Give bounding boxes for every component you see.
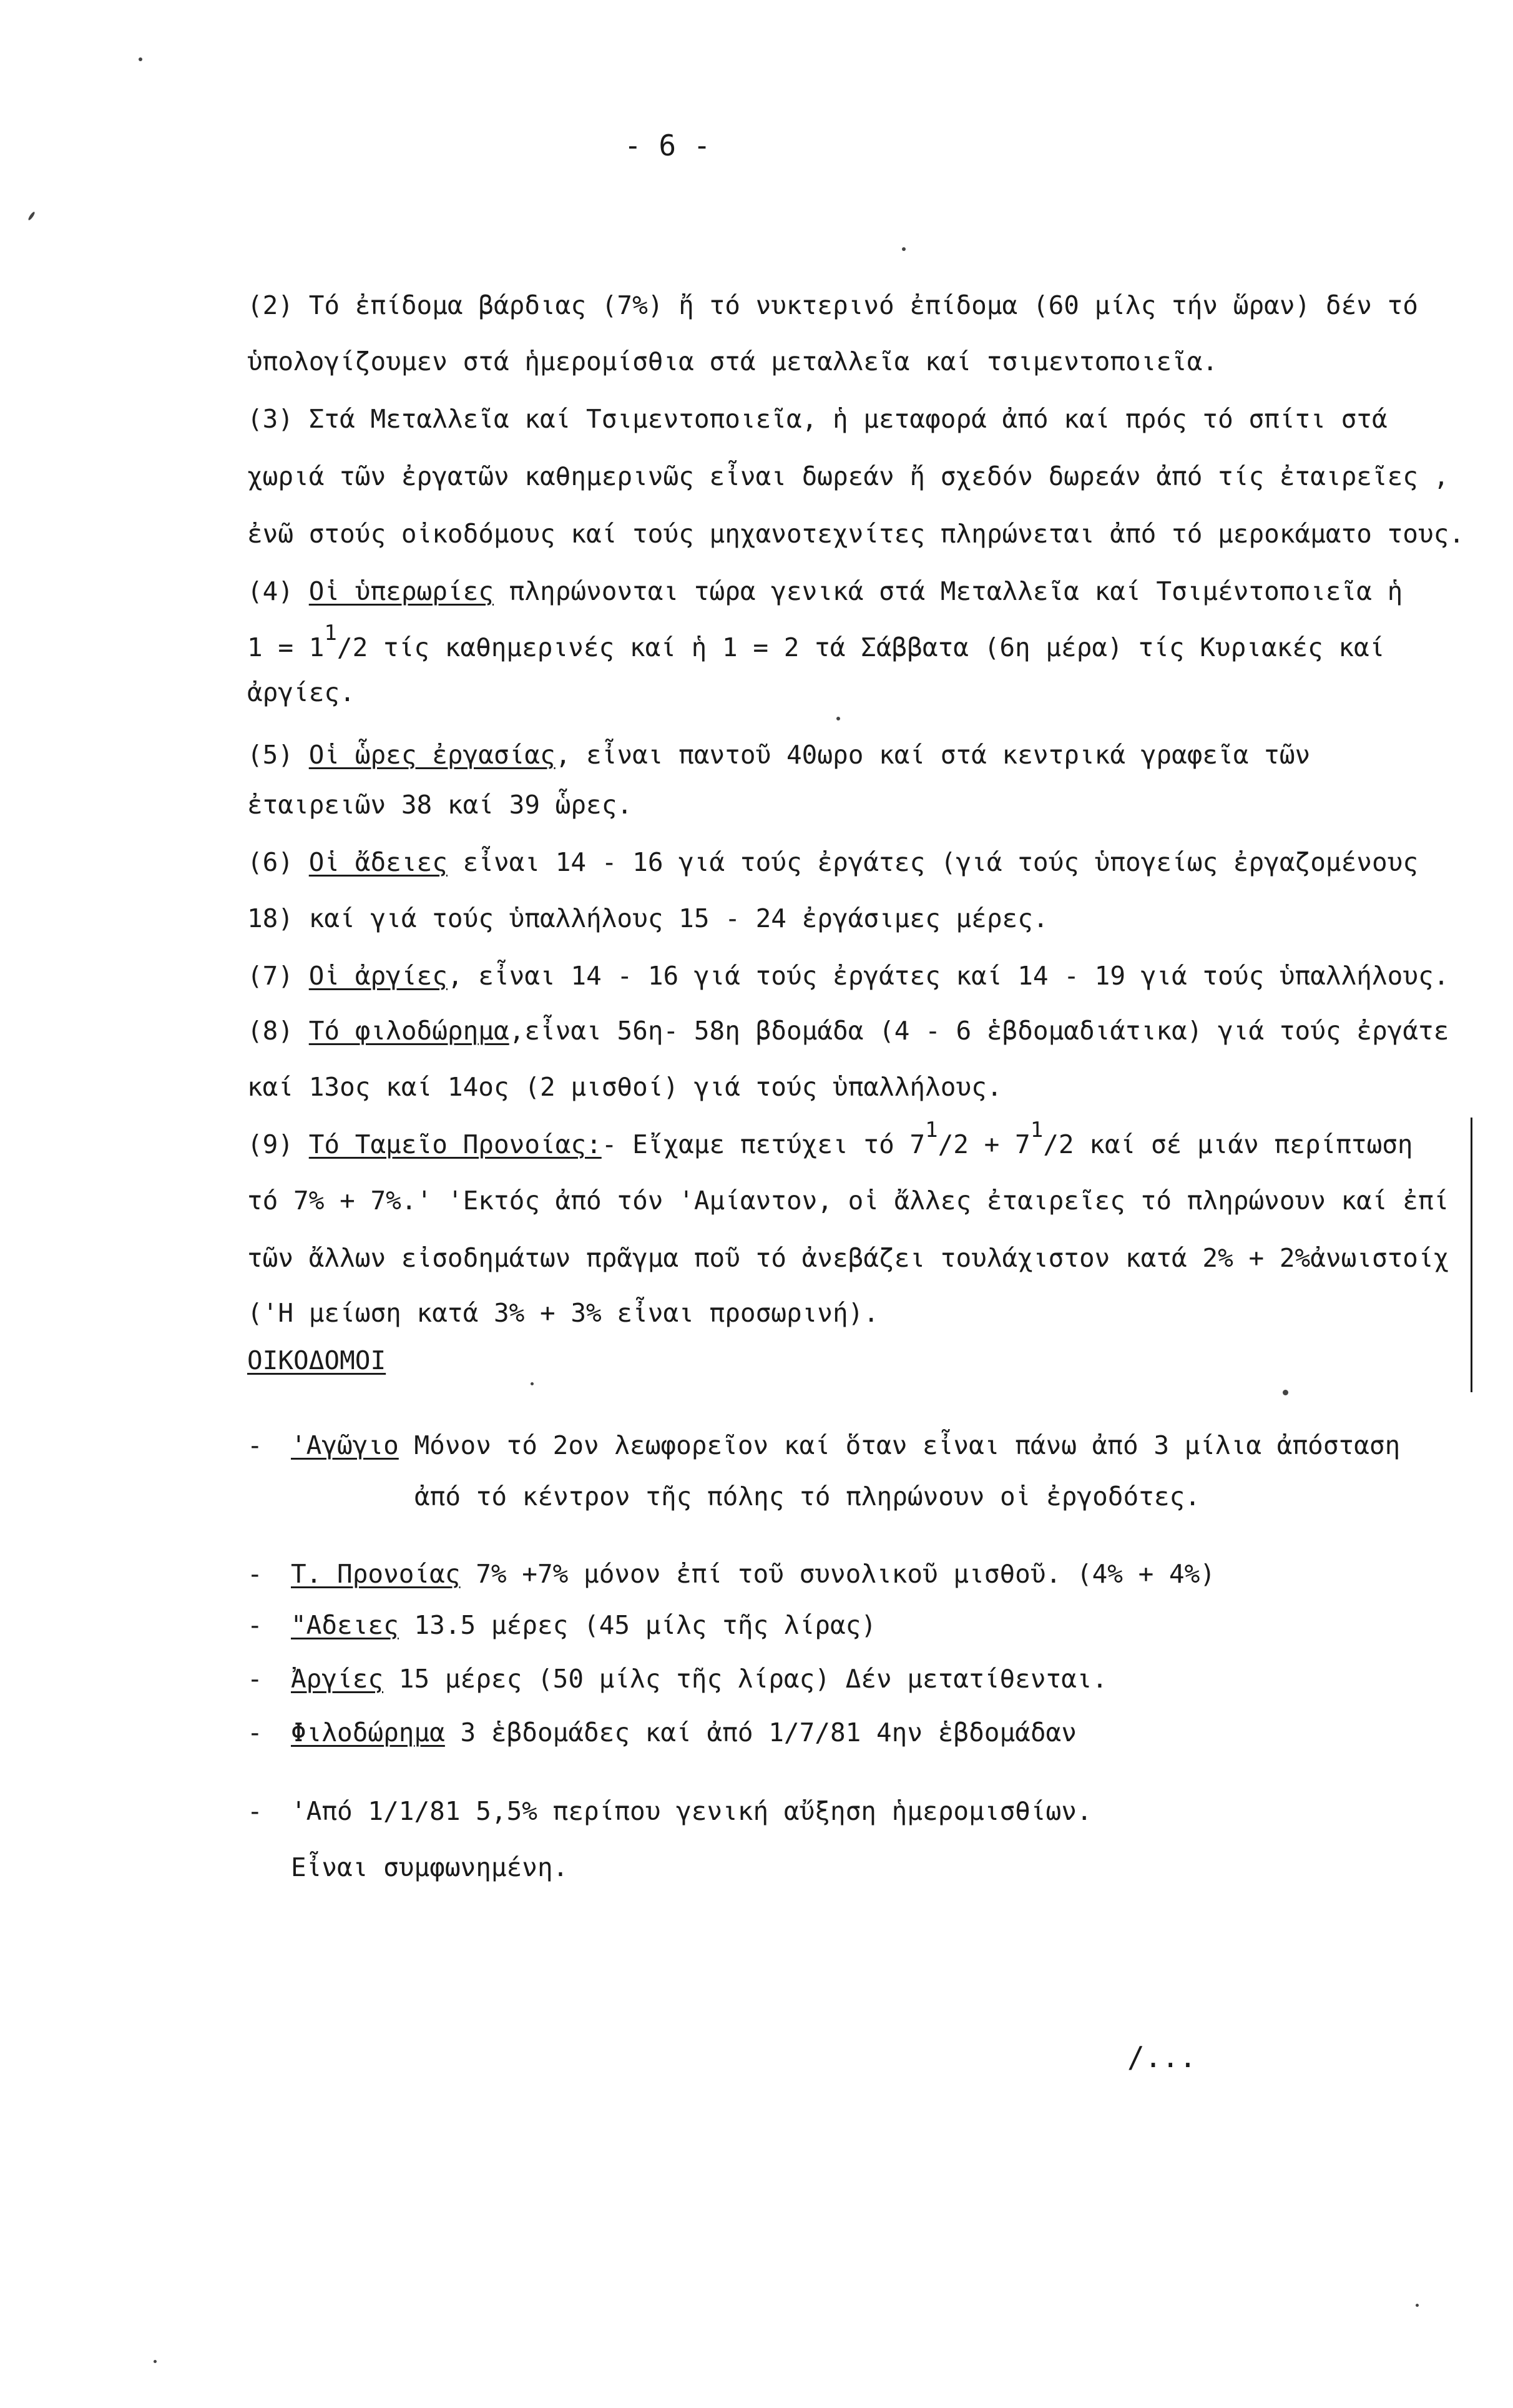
p3-line-2: χωριά τῶν ἐργατῶν καθημερινῶς εἶναι δωρεάν ἤ σχεδόν δωρεάν ἀπό τίς ἐταιρεῖες ,: [247, 461, 1449, 491]
p5-prefix: (5): [247, 740, 309, 770]
p9-line-1-b: /2 + 7: [938, 1129, 1031, 1159]
bullet-2-dash: -: [247, 1559, 263, 1589]
p8-line-1: [247, 1015, 1449, 1046]
p3-line-3: ἐνῶ στούς οἰκοδόμους καί τούς μηχανοτεχνίτες πληρώνεται ἀπό τό μεροκάματο τους.: [247, 519, 1465, 549]
p3-line-1: (3) Στά Μεταλλεῖα καί Τσιμεντοποιεῖα, ἡ μεταφορά ἀπό καί πρός τό σπίτι στά: [247, 404, 1388, 434]
section-title: ΟΙΚΟΔΟΜΟΙ: [247, 1345, 386, 1375]
p4-prefix: (4): [247, 576, 309, 606]
p5-line-1-rest: , εἶναι παντοῦ 40ωρο καί στά κεντρικά γραφεῖα τῶν: [555, 740, 1311, 770]
bullet-4-dash: -: [247, 1664, 263, 1694]
p9-line-1-c: /2 καί σέ μιάν περίπτωση: [1043, 1129, 1413, 1159]
bullet-6-line-2: Εἶναι συμφωνημένη.: [291, 1852, 569, 1882]
scan-speck: [902, 247, 906, 251]
p7-line-1: [247, 960, 1449, 991]
p9-line-1: [247, 1118, 1413, 1162]
scan-speck: [1416, 2304, 1419, 2307]
p9-superscript-1: 1: [925, 1118, 938, 1143]
p8-line-1-rest: ,εἶναι 56η- 58η βδομάδα (4 - 6 ἑβδομαδιάτικα) γιά τούς ἐργάτε: [509, 1016, 1449, 1046]
p4-superscript: 1: [324, 621, 337, 646]
p5-line-2: ἐταιρειῶν 38 καί 39 ὧρες.: [247, 790, 633, 820]
p4-line-1-rest: πληρώνονται τώρα γενικά στά Μεταλλεῖα καί Τσιμέντοποιεῖα ἡ: [493, 576, 1403, 606]
p8-line-2: καί 13ος καί 14ος (2 μισθοί) γιά τούς ὑπαλλήλους.: [247, 1072, 1002, 1102]
p5-line-1: [247, 739, 1310, 770]
p4-title: Οἱ ὑπερωρίες: [308, 576, 494, 606]
scan-speck: [27, 211, 36, 221]
p9-title: Τό Ταμεῖο Προνοίας:: [308, 1129, 602, 1159]
bullet-3-dash: -: [247, 1610, 263, 1640]
p6-prefix: (6): [247, 847, 309, 877]
margin-line: [1471, 1118, 1472, 1392]
bullet-2-line: [291, 1558, 1215, 1590]
bullet-5-dash: -: [247, 1718, 263, 1747]
bullet-4-title: Ἀργίες: [291, 1664, 384, 1694]
p4-line-3: ἀργίες.: [247, 677, 355, 707]
bullet-3-line: [291, 1609, 876, 1641]
page-number: - 6 -: [624, 129, 711, 162]
p6-line-1: [247, 847, 1418, 878]
bullet-4-rest: 15 μέρες (50 μίλς τῆς λίρας) Δέν μετατίθενται.: [383, 1664, 1108, 1694]
p9-line-2: τό 7% + 7%.' 'Εκτός ἀπό τόν 'Αμίαντον, οἱ ἄλλες ἐταιρεῖες τό πληρώνουν καί ἐπί: [247, 1186, 1449, 1216]
bullet-1-dash: -: [247, 1430, 263, 1460]
p8-prefix: (8): [247, 1016, 309, 1046]
p4-line-2-a: 1 = 1: [247, 632, 325, 662]
bullet-3-rest: 13.5 μέρες (45 μίλς τῆς λίρας): [398, 1610, 877, 1640]
bullet-1-title: 'Αγῶγιο: [291, 1430, 399, 1460]
bullet-6-line-1: 'Από 1/1/81 5,5% περίπου γενική αὔξηση ἡμερομισθίων.: [291, 1796, 1092, 1826]
bullet-5-title: Φιλοδώρημα: [291, 1718, 445, 1747]
bullet-2-rest: 7% +7% μόνον ἐπί τοῦ συνολικοῦ μισθοῦ. (4% + 4%): [460, 1559, 1216, 1589]
p7-prefix: (7): [247, 961, 309, 991]
p7-title: Οἱ ἀργίες: [308, 961, 448, 991]
bullet-5-line: [291, 1717, 1077, 1748]
p4-line-2: [247, 621, 1385, 665]
bullet-4-line: [291, 1663, 1107, 1694]
scan-speck: [1283, 1390, 1288, 1395]
bullet-5-rest: 3 ἑβδομάδες καί ἀπό 1/7/81 4ην ἑβδομάδαν: [444, 1718, 1077, 1747]
p6-title: Οἱ ἄδειες: [308, 847, 448, 877]
p9-prefix: (9): [247, 1129, 309, 1159]
p9-line-1-a: - Εἴχαμε πετύχει τό 7: [601, 1129, 926, 1159]
p4-line-1: [247, 576, 1403, 607]
bullet-6-dash: -: [247, 1796, 263, 1826]
bullet-1-line-2: ἀπό τό κέντρον τῆς πόλης τό πληρώνουν οἱ ἐργοδότες.: [414, 1482, 1200, 1511]
continuation-mark: /...: [1127, 2040, 1197, 2074]
bullet-3-title: "Αδειες: [291, 1610, 399, 1640]
bullet-1-line-1-rest: Μόνον τό 2ον λεωφορεῖον καί ὅταν εἶναι πάνω ἀπό 3 μίλια ἀπόσταση: [398, 1430, 1401, 1460]
scan-speck: [139, 57, 142, 61]
scan-speck: [154, 2360, 157, 2363]
p6-line-1-rest: εἶναι 14 - 16 γιά τούς ἐργάτες (γιά τούς ὑπογείως ἐργαζομένους: [447, 847, 1419, 877]
p2-line-1: (2) Τό ἐπίδομα βάρδιας (7%) ἤ τό νυκτερινό ἐπίδομα (60 μίλς τήν ὥραν) δέν τό: [247, 290, 1418, 320]
p4-line-2-b: /2 τίς καθημερινές καί ἡ 1 = 2 τά Σάββατα (6η μέρα) τίς Κυριακές καί: [336, 632, 1385, 662]
p9-line-4: ('Η μείωση κατά 3% + 3% εἶναι προσωρινή).: [247, 1298, 879, 1328]
p6-line-2: 18) καί γιά τούς ὑπαλλήλους 15 - 24 ἐργάσιμες μέρες.: [247, 903, 1049, 933]
p9-superscript-2: 1: [1030, 1118, 1044, 1143]
p2-line-2: ὑπολογίζουμεν στά ἡμερομίσθια στά μεταλλεῖα καί τσιμεντοποιεῖα.: [247, 346, 1218, 376]
scan-speck: [836, 717, 840, 720]
p9-line-3: τῶν ἄλλων εἰσοδημάτων πρᾶγμα ποῦ τό ἀνεβάζει τουλάχιστον κατά 2% + 2%ἀνωιστοίχ: [247, 1243, 1449, 1273]
scan-speck: [531, 1382, 534, 1385]
bullet-2-title: Τ. Προνοίας: [291, 1559, 461, 1589]
p5-title: Οἱ ὧρες ἐργασίας: [308, 740, 556, 770]
p7-line-1-rest: , εἶναι 14 - 16 γιά τούς ἐργάτες καί 14 - 19 γιά τούς ὑπαλλήλους.: [447, 961, 1449, 991]
p8-title: Τό φιλοδώρημα: [308, 1016, 509, 1046]
bullet-1-line-1: [291, 1430, 1400, 1461]
